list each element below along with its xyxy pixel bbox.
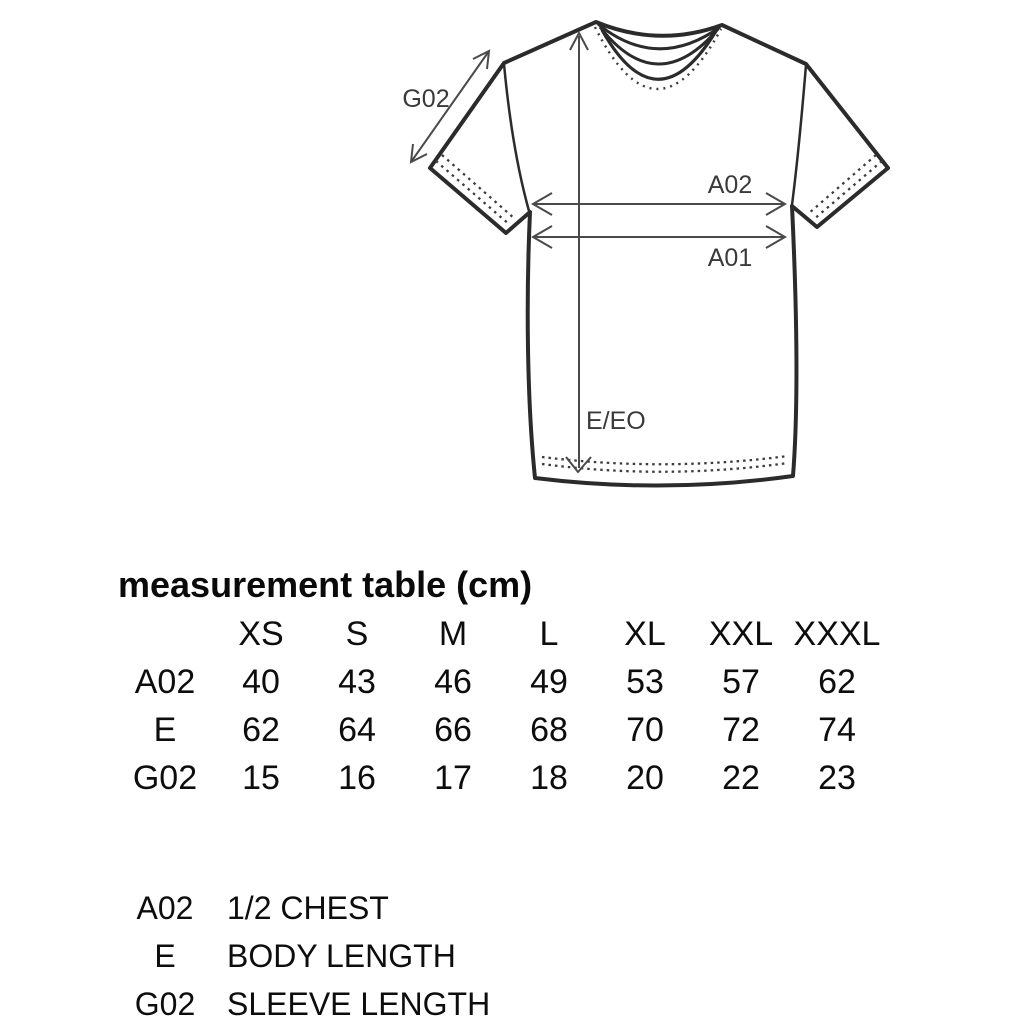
value-cell: 53 [626,662,664,701]
size-header-xxxl: XXXL [793,614,881,653]
half-chest-outer-label: A02 [707,171,753,199]
value-cell: 40 [242,662,280,701]
size-header-l: L [539,614,559,653]
size-header-xs: XS [238,614,284,653]
value-cell: 18 [530,758,568,797]
row-code-a02: A02 [134,662,196,701]
value-cell: 74 [818,710,856,749]
legend-code-a02: A02 [136,889,194,926]
value-cell: 43 [338,662,376,701]
value-cell: 62 [818,662,856,701]
legend-code-g02: G02 [134,985,196,1022]
value-cell: 70 [626,710,664,749]
value-cell: 68 [530,710,568,749]
legend-desc-sleeve-length: SLEEVE LENGTH [227,985,491,1022]
legend-desc-half-chest: 1/2 CHEST [227,889,389,926]
legend-code-e: E [154,937,176,974]
body-length-diagram-label: E/EO [586,407,646,435]
size-header-s: S [345,614,369,653]
value-cell: 46 [434,662,472,701]
value-cell: 15 [242,758,280,797]
shirt-outline [430,22,888,486]
value-cell: 72 [722,710,760,749]
size-header-xxl: XXL [708,614,774,653]
row-code-e: E [153,710,177,749]
half-chest-inner-label: A01 [707,244,753,272]
measurement-table-title: measurement table (cm) [118,564,533,605]
measurement-table [117,610,885,802]
value-cell: 17 [434,758,472,797]
measurement-legend [117,884,490,1024]
size-header-m: M [438,614,468,653]
value-cell: 16 [338,758,376,797]
value-cell: 64 [338,710,376,749]
sleeve-length-label: G02 [402,85,450,113]
row-code-g02: G02 [132,758,198,797]
value-cell: 20 [626,758,664,797]
table-corner-cell [117,610,213,658]
value-cell: 66 [434,710,472,749]
value-cell: 23 [818,758,856,797]
value-cell: 22 [722,758,760,797]
legend-desc-body-length: BODY LENGTH [227,937,456,974]
value-cell: 57 [722,662,760,701]
value-cell: 49 [530,662,568,701]
size-header-xl: XL [624,614,666,653]
value-cell: 62 [242,710,280,749]
